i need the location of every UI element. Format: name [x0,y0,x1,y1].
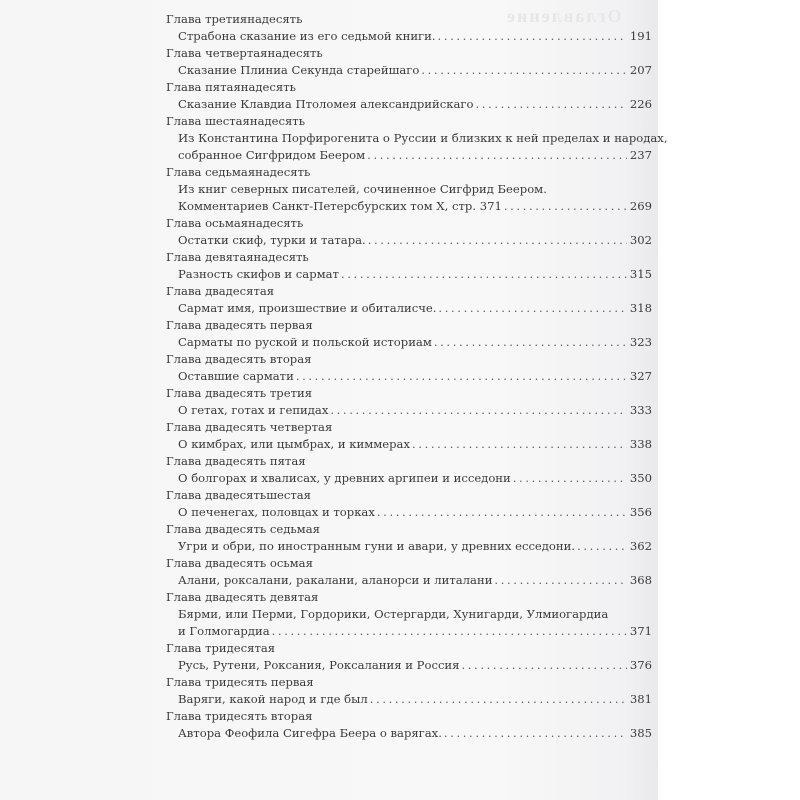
dot-leader [421,62,627,79]
chapter-heading: Глава четвертаянадесять [166,46,323,60]
bleed-through-text: Оглавление [505,6,622,26]
page-number: 376 [629,658,652,672]
chapter-title-line: Бярми, или Перми, Гордорики, Остергарди, Хунигарди, Улмиогардиа [178,607,609,621]
page-number: 368 [629,573,652,587]
toc-entry [166,96,652,113]
dot-leader [377,504,627,521]
page-number: 323 [629,335,652,349]
dot-leader [438,28,627,45]
toc-entry-line [166,606,652,623]
toc-entry [166,657,652,674]
dot-leader [494,572,626,589]
dot-leader [272,623,627,640]
dot-leader [504,198,627,215]
chapter-heading: Глава девятаянадесять [166,250,309,264]
page-number: 333 [629,403,652,417]
toc-chapter [166,419,652,453]
toc-chapter [166,487,652,521]
toc-chapter [166,708,652,742]
toc-chapter [166,249,652,283]
chapter-title-line: Из книг северных писателей, сочиненное Сигфрид Беером. [178,182,547,196]
chapter-title: Страбона сказание из его седьмой книги. [178,29,436,43]
toc-entry [166,623,652,640]
page-number: 356 [629,505,652,519]
toc-chapter [166,79,652,113]
chapter-title: Варяги, какой народ и где был [178,692,368,706]
chapter-heading: Глава тридесятая [166,641,276,655]
dot-leader [412,436,627,453]
dot-leader [577,538,627,555]
toc-entry [166,300,652,317]
dot-leader [367,147,627,164]
chapter-title: Разность скифов и сармат [178,267,339,281]
chapter-title: Сарматы по руской и польской историам [178,335,432,349]
toc-entry [166,470,652,487]
chapter-title: О болгорах и хвалисах, у древних аргипеи и исседони [178,471,511,485]
chapter-heading: Глава седьмаянадесять [166,165,311,179]
dot-leader [296,368,627,385]
chapter-title: Автора Феофила Сигефра Беера о варягах. [178,726,442,740]
chapter-heading: Глава третиянадесять [166,12,303,26]
toc-entry [166,538,652,555]
dot-leader [461,657,626,674]
chapter-heading: Глава двадесять осьмая [166,556,313,570]
page-number: 269 [629,199,652,213]
chapter-heading: Глава двадесять вторая [166,352,312,366]
toc-chapter [166,453,652,487]
toc-entry [166,198,652,215]
toc-entry-line [166,181,652,198]
toc-entry [166,266,652,283]
page-number: 318 [629,301,652,315]
chapter-title: Русь, Рутени, Роксания, Роксалания и Россия [178,658,460,672]
toc-chapter [166,113,668,164]
toc-chapter [166,385,652,419]
page-number: 362 [629,539,652,553]
page-number: 385 [629,726,652,740]
chapter-title: Сказание Клавдиа Птоломея александрийскаго [178,97,474,111]
chapter-heading: Глава двадесять четвертая [166,420,333,434]
page-number: 338 [629,437,652,451]
toc-entry [166,62,652,79]
chapter-title: О кимбрах, или цымбрах, и киммерах [178,437,410,451]
chapter-title: О печенегах, половцах и торках [178,505,375,519]
page-number: 371 [629,624,652,638]
dot-leader [434,334,627,351]
chapter-heading: Глава двадесять седьмая [166,522,320,536]
chapter-heading: Глава осьмаянадесять [166,216,304,230]
toc-chapter [166,521,652,555]
toc-chapter [166,674,652,708]
toc-chapter [166,555,652,589]
chapter-title: и Голмогардиа [178,624,270,638]
toc-entry [166,572,652,589]
chapter-heading: Глава пятаянадесять [166,80,296,94]
chapter-heading: Глава тридесять первая [166,675,314,689]
chapter-title: Комментариев Санкт-Петерсбурских том X, стр. 371 [178,199,502,213]
chapter-heading: Глава шестаянадесять [166,114,306,128]
chapter-title: Сармат имя, произшествие и обиталисче. [178,301,437,315]
chapter-title: Оставшие сармати [178,369,294,383]
toc-chapter [166,640,652,674]
dot-leader [370,691,627,708]
chapter-title: О гетах, готах и гепидах [178,403,329,417]
page-number: 381 [629,692,652,706]
page-number: 207 [629,63,652,77]
toc-chapter [166,589,652,640]
chapter-heading: Глава двадесять девятая [166,590,319,604]
dot-leader [475,96,626,113]
toc-entry-line [166,130,668,147]
toc-chapter [166,45,652,79]
chapter-title: Остатки скиф, турки и татара. [178,233,366,247]
toc-entry [166,691,652,708]
chapter-heading: Глава двадесять первая [166,318,313,332]
table-of-contents [166,11,668,742]
chapter-heading: Глава тридесять вторая [166,709,313,723]
dot-leader [513,470,627,487]
toc-entry [166,28,652,45]
page-number: 327 [629,369,652,383]
dot-leader [330,402,627,419]
toc-entry [166,504,652,521]
page-number: 315 [629,267,652,281]
toc-entry [166,232,652,249]
toc-chapter [166,164,652,215]
chapter-heading: Глава двадесять третия [166,386,313,400]
chapter-title: Сказание Плиниа Секунда старейшаго [178,63,420,77]
chapter-title: Алани, роксалани, ракалани, аланорси и литалани [178,573,493,587]
page-number: 302 [629,233,652,247]
dot-leader [368,232,627,249]
page-number: 226 [629,97,652,111]
chapter-title-line: Из Константина Порфирогенита о Руссии и близких к ней пределах и народах, [178,131,668,145]
page-number: 191 [629,29,652,43]
toc-chapter [166,283,652,317]
chapter-heading: Глава двадесятьшестая [166,488,311,502]
chapter-heading: Глава двадесять пятая [166,454,306,468]
toc-entry [166,147,652,164]
toc-entry [166,334,652,351]
chapter-title: Угри и обри, по иностранным гуни и авари, у древних есседони. [178,539,576,553]
page-number: 237 [629,148,652,162]
toc-entry [166,436,652,453]
toc-chapter [166,317,652,351]
toc-entry [166,725,652,742]
toc-entry [166,368,652,385]
toc-entry [166,402,652,419]
dot-leader [444,725,627,742]
toc-chapter [166,215,652,249]
chapter-heading: Глава двадесятая [166,284,275,298]
dot-leader [341,266,627,283]
toc-chapter [166,351,652,385]
chapter-title: собранное Сигфридом Беером [178,148,366,162]
dot-leader [438,300,626,317]
toc-chapter [166,11,652,45]
page-number: 350 [629,471,652,485]
